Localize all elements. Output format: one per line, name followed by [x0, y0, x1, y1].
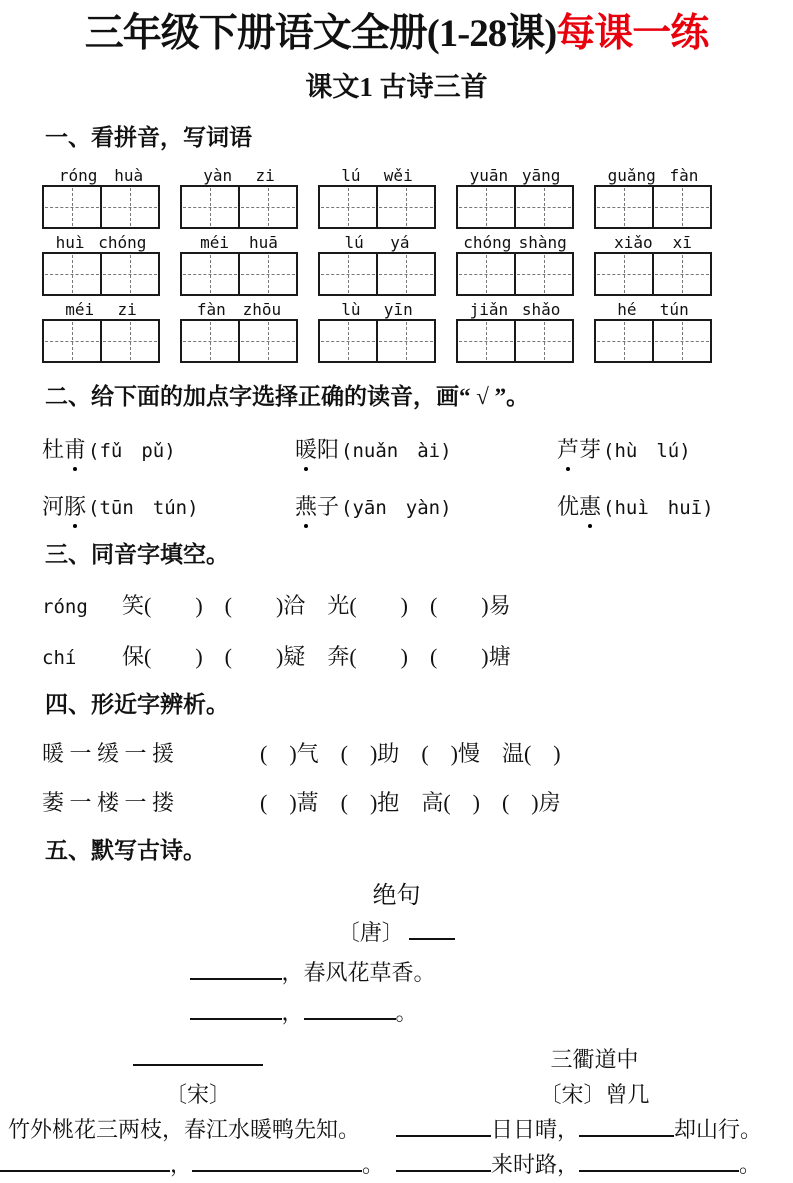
pinyin-label: [180, 164, 298, 185]
writing-cell[interactable]: [320, 321, 376, 361]
word-pronunciation-item: [557, 490, 793, 521]
pinyin-syllable: lú: [344, 232, 364, 252]
writing-box[interactable]: [318, 319, 436, 363]
poem-text: 来时路，: [491, 1151, 580, 1177]
writing-box[interactable]: [456, 185, 574, 229]
pinyin-syllable: shàng: [518, 232, 567, 252]
similar-char-group: 萎 一 楼 一 搂: [42, 789, 175, 815]
pinyin-writing-group: [42, 164, 160, 229]
pinyin-syllable: chóng: [463, 232, 512, 252]
word-char: 芽: [579, 436, 602, 462]
fill-blank-item[interactable]: ( )房: [501, 789, 561, 815]
homophone-row: [42, 640, 793, 671]
pinyin-label: [594, 298, 712, 319]
pinyin-syllable: tún: [659, 299, 689, 319]
pinyin-syllable: lú: [341, 165, 361, 185]
blank-line[interactable]: [396, 1114, 491, 1137]
writing-cell[interactable]: [458, 321, 514, 361]
pinyin-syllable: huà: [114, 165, 144, 185]
title-accent: 每课一练: [556, 12, 709, 55]
pinyin-syllable: huì: [55, 232, 85, 252]
pinyin-writing-group: [318, 298, 436, 363]
poem-text: 却山行。: [674, 1116, 763, 1142]
pinyin-label: [594, 164, 712, 185]
poem-text: 。: [362, 1151, 385, 1177]
pronunciation-options[interactable]: (fǔ pǔ): [88, 439, 176, 462]
pinyin-label: [318, 298, 436, 319]
pinyin-syllable: fàn: [669, 165, 699, 185]
fill-blank-item[interactable]: ( )疑: [224, 643, 306, 669]
writing-box[interactable]: [180, 185, 298, 229]
word-pronunciation-item: [42, 490, 295, 521]
pinyin-label: [318, 231, 436, 252]
pinyin-label: [42, 164, 160, 185]
writing-cell[interactable]: [458, 254, 514, 294]
pinyin-label: [318, 164, 436, 185]
pinyin-label: [456, 298, 574, 319]
poem-line: [190, 996, 612, 1027]
poem-text: ，: [281, 999, 304, 1025]
pinyin-syllable: jiǎn: [469, 299, 509, 319]
poem-text: ，春风花草香。: [281, 959, 436, 985]
pinyin-syllable: zhōu: [242, 299, 282, 319]
pinyin-syllable: xī: [672, 232, 692, 252]
section1-heading: 一、看拼音，写词语: [45, 124, 252, 150]
poem-text: 。: [739, 1151, 762, 1177]
writing-cell[interactable]: [514, 187, 572, 227]
writing-box[interactable]: [456, 252, 574, 296]
pinyin-writing-group: [456, 298, 574, 363]
poem-line: [0, 1148, 396, 1178]
pinyin-writing-group: [318, 231, 436, 296]
fill-blank-item[interactable]: 保( ): [122, 643, 203, 669]
word-char: 子: [317, 493, 340, 519]
pronunciation-options[interactable]: (tūn tún): [88, 496, 199, 519]
similar-char-group: 暖 一 缓 一 援: [42, 740, 175, 766]
writing-cell[interactable]: [182, 254, 238, 294]
poem-title-line: [0, 1043, 396, 1073]
poem-line: [396, 1148, 793, 1178]
pronunciation-options[interactable]: (yān yàn): [341, 496, 452, 519]
writing-cell[interactable]: [100, 254, 158, 294]
pinyin-syllable: wěi: [383, 165, 413, 185]
blank-line[interactable]: [0, 1149, 170, 1172]
title-main: 三年级下册语文全册(1-28课): [84, 12, 557, 55]
word-pronunciation-item: [42, 433, 295, 464]
section5-heading: 五、默写古诗。: [45, 837, 206, 863]
pinyin-syllable: méi: [200, 232, 229, 252]
pinyin-writing-group: [42, 231, 160, 296]
writing-cell[interactable]: [514, 321, 572, 361]
pinyin-label: [42, 298, 160, 319]
writing-cell[interactable]: [652, 321, 710, 361]
writing-cell[interactable]: [320, 254, 376, 294]
writing-cell[interactable]: [652, 187, 710, 227]
poem-dynasty: 〔唐〕: [337, 919, 404, 945]
blank-line[interactable]: [133, 1043, 263, 1066]
pronunciation-options[interactable]: (huì huī): [603, 496, 714, 519]
homophone-pinyin: róng: [42, 595, 88, 618]
pinyin-label: [42, 231, 160, 252]
writing-cell[interactable]: [44, 254, 100, 294]
pinyin-syllable: yá: [390, 232, 410, 252]
pinyin-syllable: yuān: [469, 165, 509, 185]
word-pronunciation-item: [557, 433, 793, 464]
poem-title: 三衢道中: [550, 1046, 639, 1072]
fill-blank-item[interactable]: 高( ): [421, 789, 480, 815]
writing-box[interactable]: [42, 252, 160, 296]
writing-cell[interactable]: [182, 321, 238, 361]
similar-char-row: [42, 786, 793, 817]
writing-cell[interactable]: [376, 187, 434, 227]
writing-cell[interactable]: [596, 321, 652, 361]
section3-heading: 三、同音字填空。: [45, 541, 229, 567]
writing-cell[interactable]: [182, 187, 238, 227]
pinyin-writing-group: [180, 231, 298, 296]
blank-line[interactable]: [304, 997, 396, 1020]
writing-box[interactable]: [594, 185, 712, 229]
pinyin-syllable: lù: [341, 299, 361, 319]
writing-cell[interactable]: [100, 321, 158, 361]
pinyin-syllable: róng: [58, 165, 98, 185]
pinyin-syllable: hé: [617, 299, 637, 319]
fill-blank-item[interactable]: ( )气: [260, 740, 319, 766]
lesson-subtitle: 课文1 古诗三首: [305, 71, 488, 102]
poem-jueju: [182, 875, 612, 1027]
pinyin-writing-group: [594, 231, 712, 296]
word-pronunciation-item: [295, 433, 557, 464]
word-char-dotted: 惠: [579, 490, 601, 521]
writing-cell[interactable]: [238, 321, 296, 361]
fill-blank-item[interactable]: ( )抱: [340, 789, 400, 815]
word-char-dotted: 芦: [557, 433, 579, 464]
writing-box[interactable]: [318, 185, 436, 229]
writing-cell[interactable]: [100, 187, 158, 227]
fill-blank-item[interactable]: ( )塘: [429, 643, 511, 669]
word-char: 优: [557, 493, 580, 519]
poem-dynasty: 〔宋〕: [164, 1081, 231, 1107]
page-title: [8, 12, 785, 57]
pinyin-syllable: shǎo: [521, 299, 561, 319]
pinyin-writing-grid: [42, 164, 793, 363]
poem-line: [190, 956, 612, 987]
pinyin-row: [42, 164, 793, 229]
pinyin-label: [456, 164, 574, 185]
poem-title: 绝句: [372, 882, 421, 909]
fill-blank-item[interactable]: 笑( ): [122, 592, 203, 618]
pinyin-label: [456, 231, 574, 252]
word-char-dotted: 甫: [64, 433, 86, 464]
poem-author-line: [0, 1078, 396, 1108]
blank-line[interactable]: [396, 1149, 491, 1172]
writing-box[interactable]: [180, 319, 298, 363]
pinyin-writing-group: [456, 231, 574, 296]
pinyin-syllable: fàn: [196, 299, 226, 319]
pinyin-syllable: yàn: [203, 165, 233, 185]
writing-cell[interactable]: [44, 187, 100, 227]
poem-text: ，: [170, 1151, 193, 1177]
fill-blank-item[interactable]: ( )慢: [421, 740, 480, 766]
section4-heading: 四、形近字辨析。: [45, 691, 229, 717]
pinyin-writing-group: [42, 298, 160, 363]
blank-line[interactable]: [409, 917, 455, 940]
writing-cell[interactable]: [320, 187, 376, 227]
writing-box[interactable]: [456, 319, 574, 363]
fill-blank-item[interactable]: ( )洽: [224, 592, 306, 618]
pinyin-syllable: zi: [255, 165, 275, 185]
pinyin-writing-group: [594, 298, 712, 363]
writing-cell[interactable]: [596, 254, 652, 294]
writing-cell[interactable]: [514, 254, 572, 294]
writing-box[interactable]: [180, 252, 298, 296]
pinyin-syllable: yīn: [383, 299, 413, 319]
writing-box[interactable]: [594, 319, 712, 363]
fill-blank-item[interactable]: 奔( ): [327, 643, 408, 669]
fill-blank-item[interactable]: 温( ): [501, 740, 561, 766]
poem-right: [396, 1043, 793, 1183]
pinyin-label: [594, 231, 712, 252]
writing-cell[interactable]: [458, 187, 514, 227]
writing-box[interactable]: [594, 252, 712, 296]
blank-line[interactable]: [579, 1114, 674, 1137]
fill-blank-item[interactable]: ( )蒿: [260, 789, 319, 815]
pinyin-writing-group: [594, 164, 712, 229]
pinyin-writing-group: [318, 164, 436, 229]
word-pronunciation-item: [295, 490, 557, 521]
poem-line: 竹外桃花三两枝，春江水暖鸭先知。: [8, 1116, 361, 1142]
word-char: 杜: [42, 436, 65, 462]
poem-text: 。: [395, 999, 418, 1025]
pinyin-syllable: guǎng: [607, 165, 656, 185]
word-char-dotted: 燕: [295, 490, 317, 521]
poem-author-line: [182, 916, 612, 947]
fill-blank-item[interactable]: 光( ): [327, 592, 408, 618]
pinyin-row: [42, 298, 793, 363]
homophone-row: [42, 589, 793, 620]
pronunciation-options[interactable]: (hù lú): [603, 439, 691, 462]
pinyin-label: [180, 231, 298, 252]
pronunciation-options[interactable]: (nuǎn ài): [341, 439, 452, 462]
pinyin-syllable: huā: [249, 232, 278, 252]
pinyin-syllable: yāng: [521, 165, 561, 185]
writing-cell[interactable]: [44, 321, 100, 361]
worksheet-page: [0, 12, 793, 1177]
poem-left: [0, 1043, 396, 1183]
pinyin-writing-group: [456, 164, 574, 229]
fill-blank-item[interactable]: ( )易: [429, 592, 511, 618]
writing-box[interactable]: [318, 252, 436, 296]
writing-cell[interactable]: [596, 187, 652, 227]
homophone-pinyin: chí: [42, 646, 77, 669]
blank-line[interactable]: [190, 997, 282, 1020]
pinyin-row: [42, 231, 793, 296]
poem-text: 日日晴，: [491, 1116, 580, 1142]
poem-line: [396, 1113, 793, 1143]
word-char: 阳: [317, 436, 340, 462]
poem-author-line: 〔宋〕曾几: [539, 1081, 650, 1107]
pinyin-writing-group: [180, 298, 298, 363]
blank-line[interactable]: [190, 957, 282, 980]
writing-cell[interactable]: [652, 254, 710, 294]
fill-blank-item[interactable]: ( )助: [340, 740, 400, 766]
word-char-dotted: 豚: [64, 490, 86, 521]
similar-char-row: [42, 737, 793, 768]
two-poem-area: [0, 1043, 793, 1183]
pinyin-writing-group: [180, 164, 298, 229]
writing-box[interactable]: [42, 319, 160, 363]
word-char: 河: [42, 493, 65, 519]
blank-line[interactable]: [192, 1149, 362, 1172]
writing-cell[interactable]: [376, 254, 434, 294]
blank-line[interactable]: [579, 1149, 739, 1172]
pronunciation-choice-grid: [42, 433, 793, 521]
word-char-dotted: 暖: [295, 433, 317, 464]
writing-box[interactable]: [42, 185, 160, 229]
pinyin-syllable: xiǎo: [614, 232, 653, 252]
section2-heading: 二、给下面的加点字选择正确的读音，画“ √ ”。: [45, 383, 530, 409]
pinyin-syllable: chóng: [98, 232, 147, 252]
writing-cell[interactable]: [238, 254, 296, 294]
pinyin-syllable: méi: [65, 299, 95, 319]
pinyin-syllable: zi: [117, 299, 137, 319]
writing-cell[interactable]: [376, 321, 434, 361]
writing-cell[interactable]: [238, 187, 296, 227]
pinyin-label: [180, 298, 298, 319]
